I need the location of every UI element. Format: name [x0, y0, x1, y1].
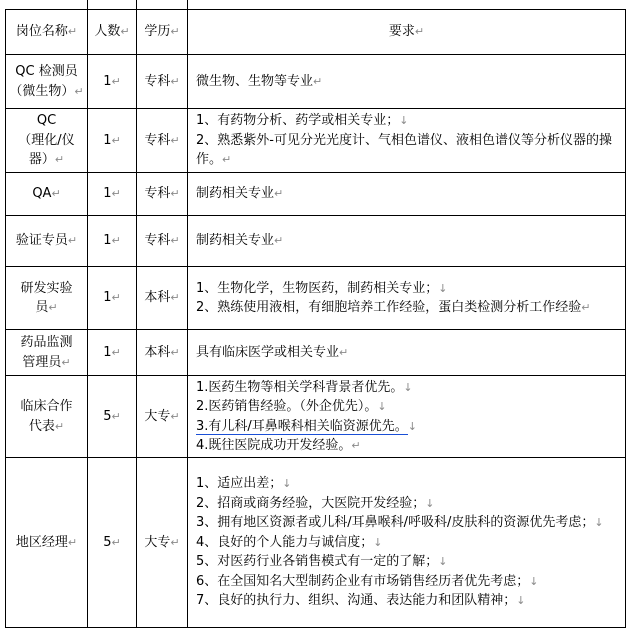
table-row: [6, 109, 626, 173]
position-cell: QA↵: [6, 173, 88, 216]
education-cell: 专科↵: [137, 173, 188, 216]
header-education: 学历↵: [137, 10, 188, 55]
table-row: [6, 330, 626, 376]
requirements-cell: 1、有药物分析、药学或相关专业；↓ 2、熟悉紫外-可见分光光度计、气相色谱仪、液相色谱仪等分析仪器的操作。↵: [188, 109, 626, 173]
position-cell: 临床合作 代表↵: [6, 376, 88, 458]
count-cell: 1↵: [88, 173, 137, 216]
education-cell: 本科↵: [137, 330, 188, 376]
requirements-cell: 1、生物化学，生物医药，制药相关专业；↓ 2、熟练使用液相，有细胞培养工作经验，蛋白类检测分析工作经验↵: [188, 267, 626, 330]
education-cell: 大专↵: [137, 376, 188, 458]
position-cell: 研发实验 员↵: [6, 267, 88, 330]
count-cell: 1↵: [88, 109, 137, 173]
education-cell: 专科↵: [137, 216, 188, 267]
count-cell: 5↵: [88, 458, 137, 628]
count-cell: 1↵: [88, 330, 137, 376]
position-cell: 地区经理↵: [6, 458, 88, 628]
table-row: [6, 173, 626, 216]
table-row: [6, 216, 626, 267]
position-cell: QC （理化/仪 器）↵: [6, 109, 88, 173]
header-requirements: 要求↵: [188, 10, 626, 55]
header-position: 岗位名称↵: [6, 10, 88, 55]
count-cell: 1↵: [88, 216, 137, 267]
column-divider: [87, 0, 88, 9]
position-cell: 验证专员↵: [6, 216, 88, 267]
table-row: [6, 376, 626, 458]
column-divider: [187, 0, 188, 9]
requirements-cell: 1.医药生物等相关学科背景者优先。↓ 2.医药销售经验。（外企优先）。↓ 3.有儿科/耳鼻喉科相关临资源优先。↓ 4.既往医院成功开发经验。↵: [188, 376, 626, 458]
education-cell: 专科↵: [137, 55, 188, 109]
requirements-cell: 具有临床医学或相关专业↵: [188, 330, 626, 376]
requirements-cell: 制药相关专业↵: [188, 173, 626, 216]
requirements-cell: 微生物、生物等专业↵: [188, 55, 626, 109]
education-cell: 专科↵: [137, 109, 188, 173]
header-count: 人数↵: [88, 10, 137, 55]
requirements-cell: 制药相关专业↵: [188, 216, 626, 267]
table-row: [6, 458, 626, 628]
table-header-row: [6, 10, 626, 55]
table-row: [6, 55, 626, 109]
table-row: [6, 267, 626, 330]
education-cell: 本科↵: [137, 267, 188, 330]
count-cell: 5↵: [88, 376, 137, 458]
position-cell: 药品监测 管理员↵: [6, 330, 88, 376]
count-cell: 1↵: [88, 55, 137, 109]
count-cell: 1↵: [88, 267, 137, 330]
job-requirements-table: [5, 9, 626, 628]
requirements-cell: 1、适应出差；↓ 2、招商或商务经验，大医院开发经验；↓ 3、拥有地区资源者或儿科/耳鼻喉科/呼吸科/皮肤科的资源优先考虑；↓ 4、良好的个人能力与诚信度；↓ 5、对医药行业各销售模式有一定的了解；↓ 6、在全国知名大型制药企业有市场销售经历者优先考虑；↓ 7、良好的执行力、组织、沟通、表达能力和团队精神；↓: [188, 458, 626, 628]
column-divider: [136, 0, 137, 9]
position-cell: QC 检测员 （微生物）↵: [6, 55, 88, 109]
education-cell: 大专↵: [137, 458, 188, 628]
